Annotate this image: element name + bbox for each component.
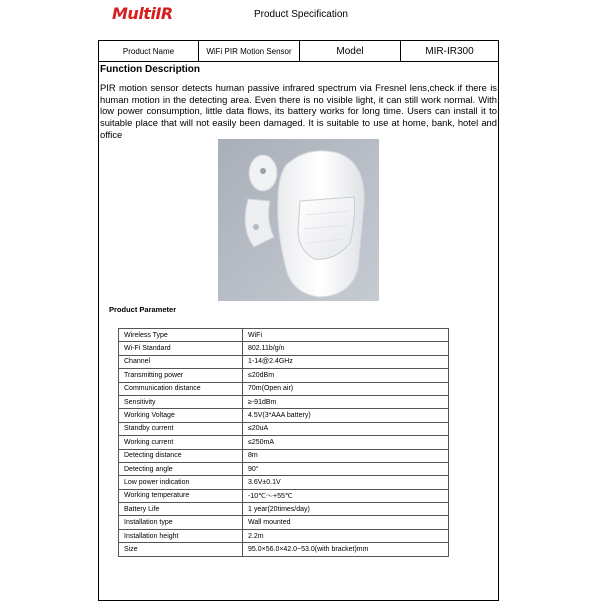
parameter-value: 70m(Open air) xyxy=(243,382,449,395)
parameter-value: 1-14@2.4GHz xyxy=(243,355,449,368)
parameter-value: 3.6V±0.1V xyxy=(243,476,449,489)
parameter-value: ≤20uA xyxy=(243,422,449,435)
table-row xyxy=(119,462,449,475)
table-row xyxy=(119,382,449,395)
parameter-name: Low power indication xyxy=(119,476,243,489)
parameter-name: Transmitting power xyxy=(119,369,243,382)
parameter-value: 1 year(20times/day) xyxy=(243,503,449,516)
parameter-value: WiFi xyxy=(243,329,449,342)
table-row xyxy=(119,436,449,449)
table-row xyxy=(119,409,449,422)
parameter-value: 90° xyxy=(243,462,449,475)
parameter-name: Installation height xyxy=(119,529,243,542)
table-row xyxy=(119,329,449,342)
table-row xyxy=(119,422,449,435)
parameter-name: Wireless Type xyxy=(119,329,243,342)
function-description-heading: Function Description xyxy=(100,64,200,75)
table-row xyxy=(119,395,449,408)
function-description-text: PIR motion sensor detects human passive infrared spectrum via Fresnel lens,check if there is human motion in the detecting area. Even there is no visible light, it can still work normal. With low power consumption, little data flows, its battery works for long time. Users can install it to suitable place that will not easily been damaged. It is suitable to use at home, bank, hotel and office xyxy=(100,82,497,140)
parameter-name: Working temperature xyxy=(119,489,243,502)
table-row xyxy=(119,529,449,542)
table-row xyxy=(119,342,449,355)
table-row xyxy=(119,449,449,462)
parameter-name: Size xyxy=(119,543,243,556)
parameter-name: Channel xyxy=(119,355,243,368)
product-info-row xyxy=(98,40,499,62)
parameter-value: ≥-91dBm xyxy=(243,395,449,408)
product-name-value: WiFi PIR Motion Sensor xyxy=(198,40,300,62)
parameter-name: Working Voltage xyxy=(119,409,243,422)
parameter-name: Detecting distance xyxy=(119,449,243,462)
parameter-name: Standby current xyxy=(119,422,243,435)
parameter-value: 2.2m xyxy=(243,529,449,542)
parameter-value: ≤250mA xyxy=(243,436,449,449)
parameter-value: -10℃～+55℃ xyxy=(243,489,449,502)
parameter-value: 4.5V(3*AAA battery) xyxy=(243,409,449,422)
parameter-value: Wall mounted xyxy=(243,516,449,529)
parameter-value: ≤20dBm xyxy=(243,369,449,382)
parameter-name: Battery Life xyxy=(119,503,243,516)
parameter-name: Wi-Fi Standard xyxy=(119,342,243,355)
product-name-label: Product Name xyxy=(98,40,199,62)
table-row xyxy=(119,355,449,368)
parameter-value: 95.0×56.0×42.0~53.0(with bracket)mm xyxy=(243,543,449,556)
product-parameter-heading: Product Parameter xyxy=(109,305,177,314)
document-title: Product Specification xyxy=(254,9,348,20)
brand-logo xyxy=(112,4,173,23)
parameter-name: Installation type xyxy=(119,516,243,529)
table-row xyxy=(119,369,449,382)
table-row xyxy=(119,503,449,516)
parameter-name: Communication distance xyxy=(119,382,243,395)
parameter-value: 8m xyxy=(243,449,449,462)
parameter-value: 802.11b/g/n xyxy=(243,342,449,355)
table-row xyxy=(119,489,449,502)
table-row xyxy=(119,543,449,556)
parameter-table xyxy=(118,328,449,557)
model-label: Model xyxy=(299,40,401,62)
table-row xyxy=(119,476,449,489)
logo-text-ir: IR xyxy=(155,4,173,23)
logo-text-multi: Multi xyxy=(112,4,156,23)
product-photo xyxy=(218,139,379,301)
model-value: MIR-IR300 xyxy=(400,40,499,62)
table-row xyxy=(119,516,449,529)
parameter-name: Detecting angle xyxy=(119,462,243,475)
parameter-name: Working current xyxy=(119,436,243,449)
parameter-name: Sensitivity xyxy=(119,395,243,408)
